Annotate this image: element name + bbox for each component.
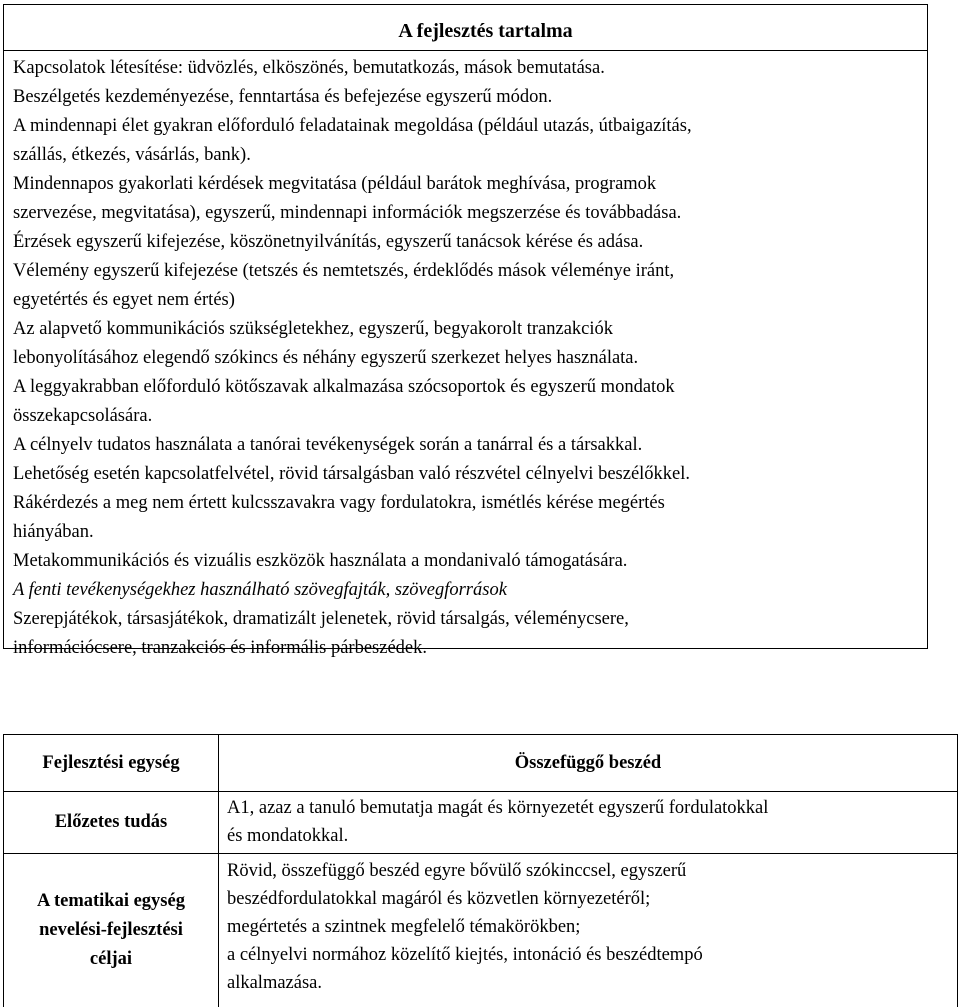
- content-line: Vélemény egyszerű kifejezése (tetszés és nemtetszés, érdeklődés mások véleménye iránt,: [13, 261, 675, 281]
- content-line: egyetértés és egyet nem értés): [13, 290, 235, 310]
- content-line: szervezése, megvitatása), egyszerű, mindennapi információk megszerzése és továbbadása.: [13, 203, 682, 223]
- content-line: Lehetőség esetén kapcsolatfelvétel, rövid társalgásban való részvétel célnyelvi beszélőkkel.: [13, 464, 691, 484]
- content-line: lebonyolításához elegendő szókincs és néhány egyszerű szerkezet helyes használata.: [13, 348, 639, 368]
- goals-line: Rövid, összefüggő beszéd egyre bővülő szókinccsel, egyszerű: [227, 861, 687, 881]
- unit-label-cell: Fejlesztési egység: [4, 735, 219, 792]
- content-line: A célnyelv tudatos használata a tanórai tevékenységek során a tanárral és a társakkal.: [13, 435, 643, 455]
- content-line: szállás, étkezés, vásárlás, bank).: [13, 145, 251, 165]
- content-line: Rákérdezés a meg nem értett kulcsszavakra vagy fordulatokra, ismétlés kérése megértés: [13, 493, 665, 513]
- prior-knowledge-label: Előzetes tudás: [4, 792, 219, 854]
- goals-label-line: nevelési-fejlesztési: [39, 920, 183, 940]
- unit-table: [3, 734, 958, 1007]
- unit-value-cell: Összefüggő beszéd: [219, 735, 957, 792]
- content-line: Metakommunikációs és vizuális eszközök használata a mondanivaló támogatására.: [13, 551, 628, 571]
- content-line: hiányában.: [13, 522, 94, 542]
- content-box: [3, 4, 928, 658]
- prior-knowledge-line: és mondatokkal.: [227, 826, 349, 846]
- goals-value: [219, 854, 957, 1007]
- goals-line: megértetés a szintnek megfelelő témakörökben;: [227, 917, 581, 937]
- prior-knowledge-line: A1, azaz a tanuló bemutatja magát és környezetét egyszerű fordulatokkal: [227, 798, 769, 818]
- goals-line: alkalmazása.: [227, 973, 323, 993]
- content-line: információcsere, tranzakciós és informális párbeszédek.: [13, 638, 428, 658]
- goals-label-line: A tematikai egység: [37, 891, 185, 911]
- goals-label-line: céljai: [89, 949, 133, 969]
- content-line: Érzések egyszerű kifejezése, köszönetnyilvánítás, egyszerű tanácsok kérése és adása.: [13, 232, 644, 252]
- goals-line: beszédfordulatokkal magáról és közvetlen környezetéről;: [227, 889, 651, 909]
- content-line: A leggyakrabban előforduló kötőszavak alkalmazása szócsoportok és egyszerű mondatok: [13, 377, 675, 397]
- goals-line: a célnyelvi normához közelítő kiejtés, intonáció és beszédtempó: [227, 945, 703, 965]
- goals-label: [4, 854, 219, 1007]
- content-line: Beszélgetés kezdeményezése, fenntartása és befejezése egyszerű módon.: [13, 87, 553, 107]
- content-line: Az alapvető kommunikációs szükségletekhez, egyszerű, begyakorolt tranzakciók: [13, 319, 614, 339]
- prior-knowledge-value: [219, 792, 957, 854]
- content-box-body: [4, 51, 927, 663]
- content-box-title: A fejlesztés tartalma: [4, 5, 927, 51]
- content-line: Mindennapos gyakorlati kérdések megvitatása (például barátok meghívása, programok: [13, 174, 657, 194]
- content-line: összekapcsolására.: [13, 406, 153, 426]
- content-line: Szerepjátékok, társasjátékok, dramatizált jelenetek, rövid társalgás, véleménycsere,: [13, 609, 629, 629]
- content-line: Kapcsolatok létesítése: üdvözlés, elköszönés, bemutatkozás, mások bemutatása.: [13, 58, 605, 78]
- content-line: A mindennapi élet gyakran előforduló feladatainak megoldása (például utazás, útbaigazítás,: [13, 116, 692, 136]
- text-types-heading: A fenti tevékenységekhez használható szövegfajták, szövegforrások: [13, 580, 507, 600]
